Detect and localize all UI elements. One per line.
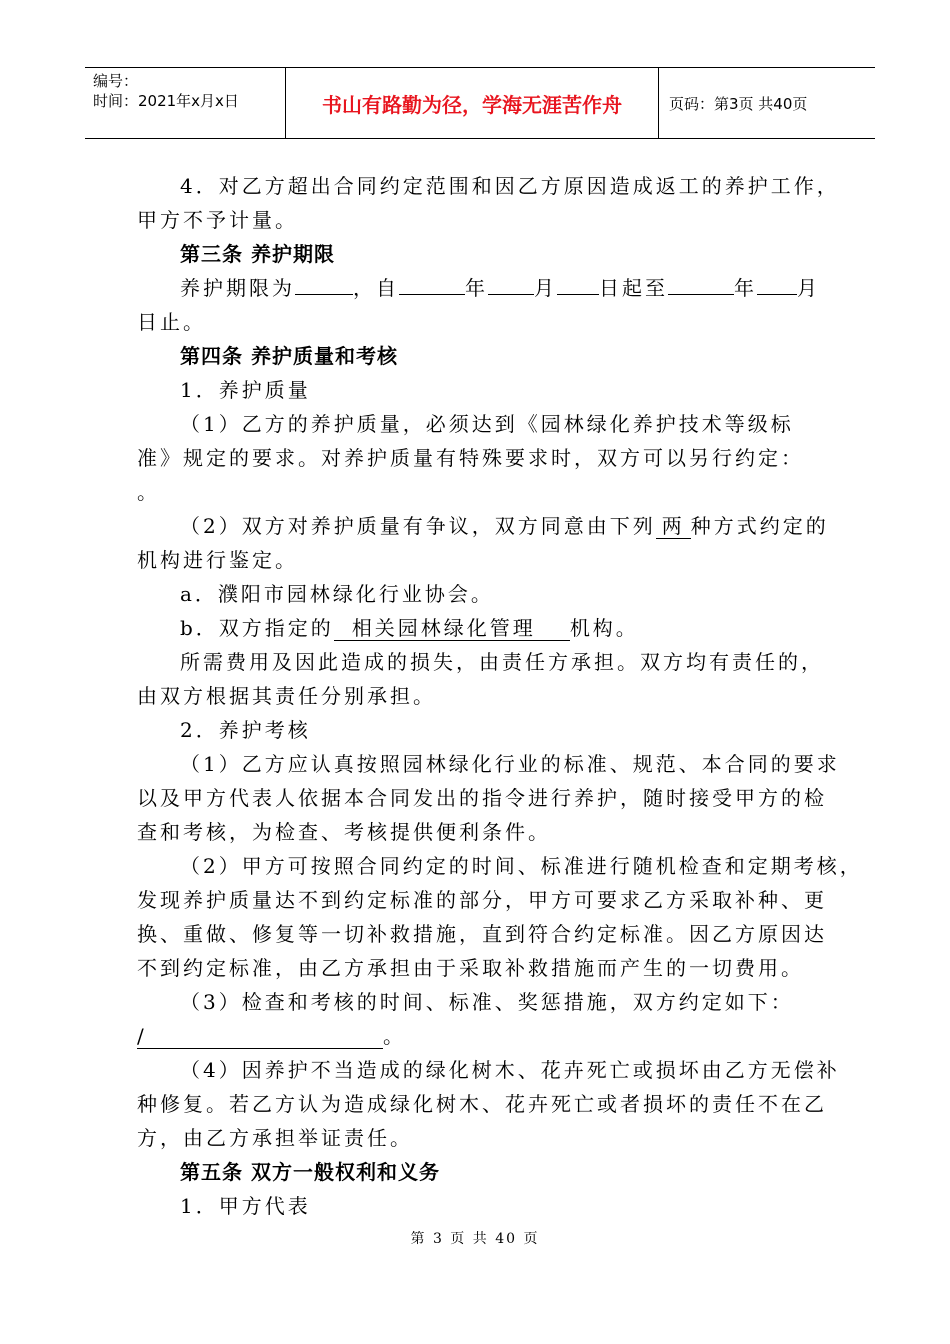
subsection-title: 1．甲方代表	[180, 1194, 311, 1218]
term-text: 月	[797, 276, 820, 300]
page-header	[85, 67, 875, 139]
term-text: 年	[734, 276, 757, 300]
term-text: 养护期限为	[180, 276, 295, 300]
paragraph-line: 发现养护质量达不到约定标准的部分，甲方可要求乙方采取补种、更	[137, 888, 827, 912]
paragraph-line: （1）乙方的养护质量，必须达到《园林绿化养护技术等级标	[180, 412, 794, 436]
paragraph-line: （4）因养护不当造成的绿化树木、花卉死亡或损坏由乙方无偿补	[180, 1058, 840, 1082]
paragraph-line: 方，由乙方承担举证责任。	[137, 1126, 413, 1150]
page-footer: 第 3 页 共 40 页	[410, 1231, 540, 1247]
paragraph-line: 准》规定的要求。对养护质量有特殊要求时，双方可以另行约定：	[137, 446, 804, 470]
paragraph-text: （2）双方对养护质量有争议，双方同意由下列	[180, 514, 656, 538]
paragraph-line: （1）乙方应认真按照园林绿化行业的标准、规范、本合同的要求	[180, 752, 840, 776]
list-item	[180, 612, 639, 641]
header-number: 编号：	[93, 72, 139, 90]
list-item: a．濮阳市园林绿化行业协会。	[180, 582, 494, 606]
header-page: 页码：第3页 共40页	[669, 94, 808, 113]
filled-field: 两	[656, 514, 691, 539]
blank-field	[557, 272, 599, 295]
paragraph-line: 以及甲方代表人依据本合同发出的指令进行养护，随时接受甲方的检	[137, 786, 827, 810]
paragraph-line: 日止。	[137, 310, 206, 334]
paragraph-line: 。	[137, 480, 160, 504]
blank-field	[668, 272, 734, 295]
section-heading: 第五条 双方一般权利和义务	[180, 1160, 440, 1184]
paragraph-line: 所需费用及因此造成的损失，由责任方承担。双方均有责任的，	[180, 650, 824, 674]
subsection-title: 2．养护考核	[180, 718, 311, 742]
blank-field	[399, 272, 465, 295]
header-motto: 书山有路勤为径，学海无涯苦作舟	[286, 68, 659, 138]
term-text: 月	[534, 276, 557, 300]
term-line	[180, 272, 820, 301]
paragraph-line: （3）检查和考核的时间、标准、奖惩措施，双方约定如下：	[180, 990, 794, 1014]
filled-field: /	[137, 1024, 383, 1049]
term-text: 年	[465, 276, 488, 300]
paragraph-line: 查和考核，为检查、考核提供便利条件。	[137, 820, 551, 844]
paragraph-text: 。	[383, 1024, 406, 1048]
paragraph-text: 种方式约定的	[690, 514, 829, 538]
section-heading: 第四条 养护质量和考核	[180, 344, 398, 368]
term-text: 日起至	[599, 276, 668, 300]
paragraph-line: 种修复。若乙方认为造成绿化树木、花卉死亡或者损坏的责任不在乙	[137, 1092, 827, 1116]
blank-field	[757, 272, 797, 295]
filled-field: 相关园林绿化管理	[334, 616, 570, 641]
paragraph-line: 由双方根据其责任分别承担。	[137, 684, 436, 708]
list-item-text: b．双方指定的	[180, 616, 334, 640]
list-item-text: 机构。	[569, 616, 639, 640]
paragraph-line: 换、重做、修复等一切补救措施，直到符合约定标准。因乙方原因达	[137, 922, 827, 946]
paragraph-line	[180, 510, 829, 539]
blank-field	[295, 272, 353, 295]
paragraph-line: （2）甲方可按照合同约定的时间、标准进行随机检查和定期考核，	[180, 854, 863, 878]
paragraph-line: 不到约定标准，由乙方承担由于采取补救措施而产生的一切费用。	[137, 956, 804, 980]
paragraph-line: 甲方不予计量。	[137, 208, 298, 232]
paragraph-line: 机构进行鉴定。	[137, 548, 298, 572]
section-heading: 第三条 养护期限	[180, 242, 335, 266]
paragraph-line	[137, 1020, 406, 1049]
blank-field	[488, 272, 534, 295]
header-time: 时间：2021年x月x日	[93, 92, 239, 110]
term-text: ，自	[353, 276, 399, 300]
header-meta	[85, 68, 286, 138]
subsection-title: 1．养护质量	[180, 378, 311, 402]
paragraph-line: 4．对乙方超出合同约定范围和因乙方原因造成返工的养护工作，	[180, 174, 840, 198]
